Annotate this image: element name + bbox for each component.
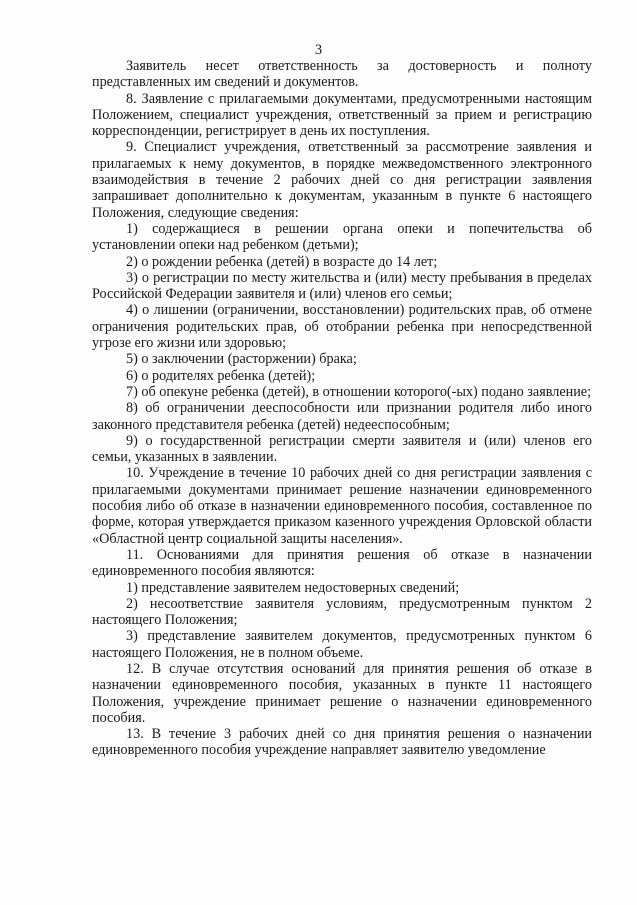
paragraph-8: 8. Заявление с прилагаемыми документами, предусмотренными настоящим Положением, специалист учреждения, ответственный за прием и регистрацию корреспонденции, регистрирует в день их поступления.: [92, 90, 592, 140]
paragraph-9-item-5: 5) о заключении (расторжении) брака;: [126, 351, 357, 368]
paragraph-11-item-3: 3) представление заявителем документов, предусмотренных пунктом 6 настоящего Положения, не в полном объеме.: [92, 628, 592, 661]
paragraph-9-item-9: 9) о государственной регистрации смерти заявителя и (или) членов его семьи, указанных в заявлении.: [92, 432, 592, 466]
paragraph-9-item-6: 6) о родителях ребенка (детей);: [126, 367, 316, 384]
paragraph-10: 10. Учреждение в течение 10 рабочих дней со дня регистрации заявления с прилагаемыми документами принимает решение назначении единовременного пособия либо об отказе в назначении единовременного пособия, составленное по форме, которая утверждается приказом казенного учреждения Орловской области «Областной центр социальной защиты населения».: [92, 465, 592, 547]
paragraph-9-item-2: 2) о рождении ребенка (детей) в возрасте до 14 лет;: [126, 253, 438, 270]
page-number: 3: [314, 42, 323, 58]
paragraph-11: 11. Основаниями для принятия решения об отказе в назначении единовременного пособия являются:: [92, 546, 592, 580]
paragraph-9-item-3: 3) о регистрации по месту жительства и (или) месту пребывания в пределах Российской Федерации заявителя и (или) членов его семьи;: [92, 269, 592, 303]
paragraph-13: 13. В течение 3 рабочих дней со дня принятия решения о назначении единовременного пособия учреждение направляет заявителю уведомление: [92, 726, 592, 759]
document-body: [92, 58, 592, 759]
paragraph-9: 9. Специалист учреждения, ответственный за рассмотрение заявления и прилагаемых к нему документов, в порядке межведомственного электронного взаимодействия в течение 2 рабочих дней со дня регистрации заявления запрашивает дополнительно к документам, указанным в пункте 6 настоящего Положения, следующие сведения:: [92, 139, 592, 221]
paragraph-12: 12. В случае отсутствия оснований для принятия решения об отказе в назначении единовременного пособия, указанных в пункте 11 настоящего Положения, учреждение принимает решение о назначении единовременного пособия.: [92, 660, 592, 726]
paragraph-9-item-7: 7) об опекуне ребенка (детей), в отношении которого(-ых) подано заявление;: [126, 383, 592, 400]
paragraph-9-item-4: 4) о лишении (ограничении, восстановлении) родительских прав, об отмене ограничения родительских прав, об отобрании ребенка при непосредственной угрозе его жизни или здоровью;: [92, 302, 592, 352]
paragraph-9-item-8: 8) об ограничении дееспособности или признании родителя либо иного законного представителя ребенка (детей) недееспособным;: [92, 400, 592, 433]
paragraph-9-item-1: 1) содержащиеся в решении органа опеки и попечительства об установлении опеки над ребенком (детьми);: [92, 220, 592, 254]
paragraph-11-item-1: 1) представление заявителем недостоверных сведений;: [126, 579, 460, 596]
paragraph-11-item-2: 2) несоответствие заявителя условиям, предусмотренным пунктом 2 настоящего Положения;: [92, 595, 592, 629]
paragraph-applicant-responsibility: Заявитель несет ответственность за достоверность и полноту представленных им сведений и документов.: [92, 58, 592, 91]
